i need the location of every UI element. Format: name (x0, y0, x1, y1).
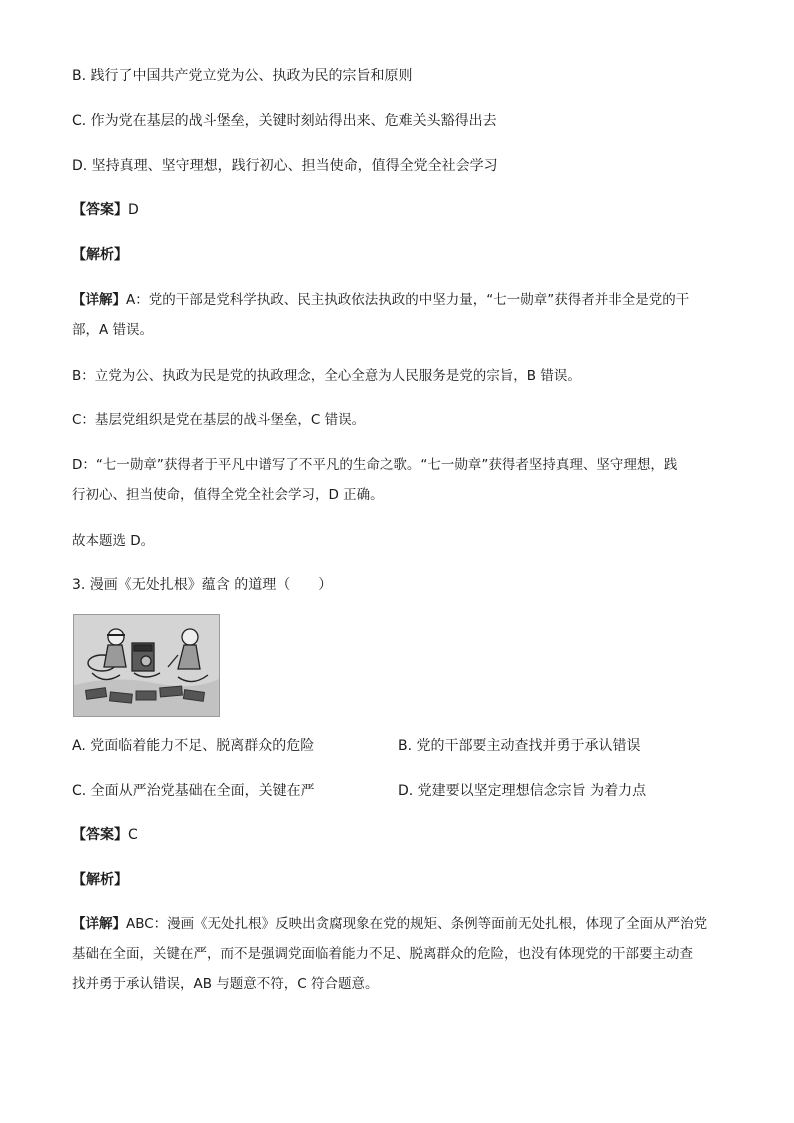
q2-option-d: D. 坚持真理、坚守理想，践行初心、担当使命，值得全党全社会学习 (72, 158, 498, 174)
q3-option-c: C. 全面从严治党基础在全面，关键在严 (72, 783, 315, 799)
q3-answer-value: C (128, 827, 138, 843)
q2-answer-tag: 【答案】 (72, 202, 128, 218)
q3-option-d: D. 党建要以坚定理想信念宗旨 为着力点 (398, 783, 647, 799)
q3-option-a: A. 党面临着能力不足、脱离群众的危险 (72, 738, 315, 754)
q2-detail-a-line1: A：党的干部是党科学执政、民主执政依法执政的中坚力量，“七一勋章”获得者并非全是党的干 (126, 292, 690, 308)
q2-answer-value: D (128, 202, 139, 218)
q2-detail-a-line2: 部，A 错误。 (72, 322, 154, 338)
q2-analysis-tag: 【解析】 (72, 247, 128, 263)
q3-detail-tag: 【详解】 (72, 916, 126, 932)
cartoon-image (73, 614, 220, 717)
q3-analysis-heading (72, 870, 734, 890)
q3-analysis-tag: 【解析】 (72, 872, 128, 888)
q2-option-b: B. 践行了中国共产党立党为公、执政为民的宗旨和原则 (72, 68, 413, 84)
q2-detail-c: C：基层党组织是党在基层的战斗堡垒，C 错误。 (72, 412, 366, 428)
q3-detail-line3: 找并勇于承认错误，AB 与题意不符，C 符合题意。 (72, 976, 379, 992)
q2-detail-a (72, 285, 732, 345)
q2-conclusion: 故本题选 D。 (72, 533, 155, 549)
q3-detail-line1: ABC：漫画《无处扎根》反映出贪腐现象在党的规矩、条例等面前无处扎根，体现了全面从严治党 (126, 916, 708, 932)
q2-detail-d-line1: D：“七一勋章”获得者于平凡中谱写了不平凡的生命之歌。“七一勋章”获得者坚持真理、坚守理想，践 (72, 457, 678, 473)
q2-detail-d (72, 450, 732, 510)
q3-answer-tag: 【答案】 (72, 827, 128, 843)
q2-analysis-heading (72, 245, 734, 265)
q3-question: 3. 漫画《无处扎根》蕴含 的道理（ ） (72, 577, 333, 593)
q2-detail-tag: 【详解】 (72, 292, 126, 308)
q3-detail-line2: 基础在全面，关键在严，而不是强调党面临着能力不足、脱离群众的危险，也没有体现党的干部要主动查 (72, 946, 693, 962)
q2-answer-line (72, 200, 734, 220)
q2-detail-d-line2: 行初心、担当使命，值得全党全社会学习，D 正确。 (72, 487, 384, 503)
q2-option-c: C. 作为党在基层的战斗堡垒，关键时刻站得出来、危难关头豁得出去 (72, 113, 497, 129)
q3-option-b: B. 党的干部要主动查找并勇于承认错误 (398, 738, 641, 754)
q2-detail-b: B：立党为公、执政为民是党的执政理念，全心全意为人民服务是党的宗旨，B 错误。 (72, 368, 581, 384)
q3-answer-line (72, 825, 734, 845)
q3-detail (72, 909, 732, 999)
